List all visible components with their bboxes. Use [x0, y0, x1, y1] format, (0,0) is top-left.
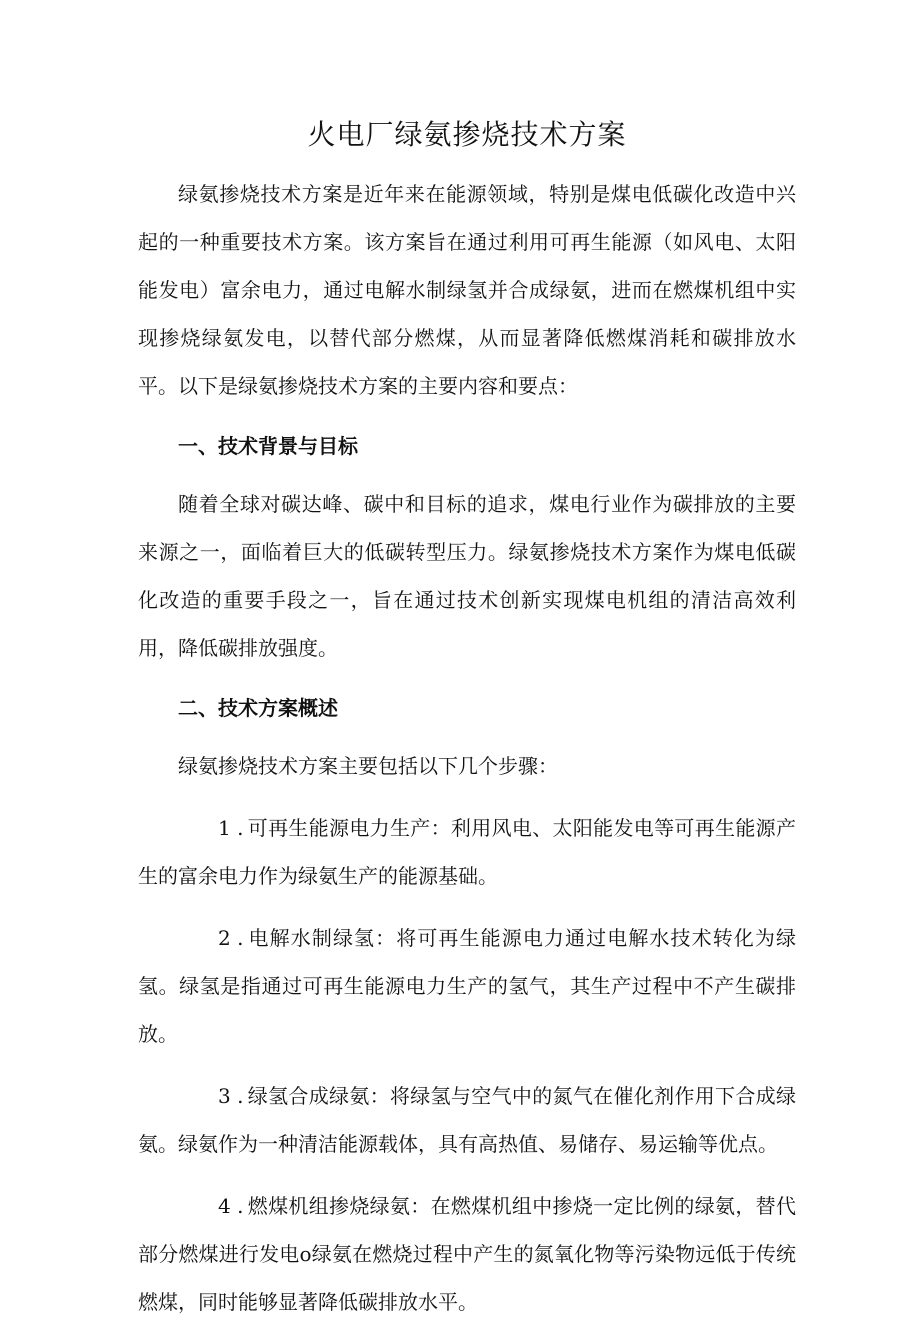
step-number: 1 .	[218, 816, 244, 840]
document-title: 火电厂绿氨掺烧技术方案	[307, 118, 627, 151]
step-text: 电解水制绿氢：将可再生能源电力通过电解水技术转化为绿氢。绿氢是指通过可再生能源电力生产的氢气，其生产过程中不产生碳排放。	[138, 926, 796, 1046]
section-heading-background: 一、技术背景与目标	[178, 434, 358, 458]
step-paragraph	[138, 1182, 796, 1326]
step-number: 4 .	[218, 1194, 244, 1218]
step-paragraph	[138, 804, 796, 900]
background-paragraph: 随着全球对碳达峰、碳中和目标的追求，煤电行业作为碳排放的主要来源之一，面临着巨大的低碳转型压力。绿氨掺烧技术方案作为煤电低碳化改造的重要手段之一，旨在通过技术创新实现煤电机组的清洁高效利用，降低碳排放强度。	[138, 492, 796, 660]
step-paragraph	[138, 914, 796, 1058]
step-text: 绿氢合成绿氨：将绿氢与空气中的氮气在催化剂作用下合成绿氨。绿氨作为一种清洁能源载体，具有高热值、易储存、易运输等优点。	[138, 1084, 796, 1156]
step-number: 2 .	[218, 926, 244, 950]
overview-lead-paragraph: 绿氨掺烧技术方案主要包括以下几个步骤：	[178, 754, 558, 778]
section-heading-overview: 二、技术方案概述	[178, 696, 338, 720]
step-text: 可再生能源电力生产：利用风电、太阳能发电等可再生能源产生的富余电力作为绿氨生产的能源基础。	[138, 816, 796, 888]
step-text: 燃煤机组掺烧绿氨：在燃煤机组中掺烧一定比例的绿氨，替代部分燃煤进行发电o绿氨在燃烧过程中产生的氮氧化物等污染物远低于传统燃煤，同时能够显著降低碳排放水平。	[138, 1194, 796, 1314]
step-number: 3 .	[218, 1084, 244, 1108]
intro-paragraph: 绿氨掺烧技术方案是近年来在能源领域，特别是煤电低碳化改造中兴起的一种重要技术方案。该方案旨在通过利用可再生能源（如风电、太阳能发电）富余电力，通过电解水制绿氢并合成绿氨，进而在燃煤机组中实现掺烧绿氨发电，以替代部分燃煤，从而显著降低燃煤消耗和碳排放水平。以下是绿氨掺烧技术方案的主要内容和要点：	[138, 182, 796, 398]
step-paragraph	[138, 1072, 796, 1168]
